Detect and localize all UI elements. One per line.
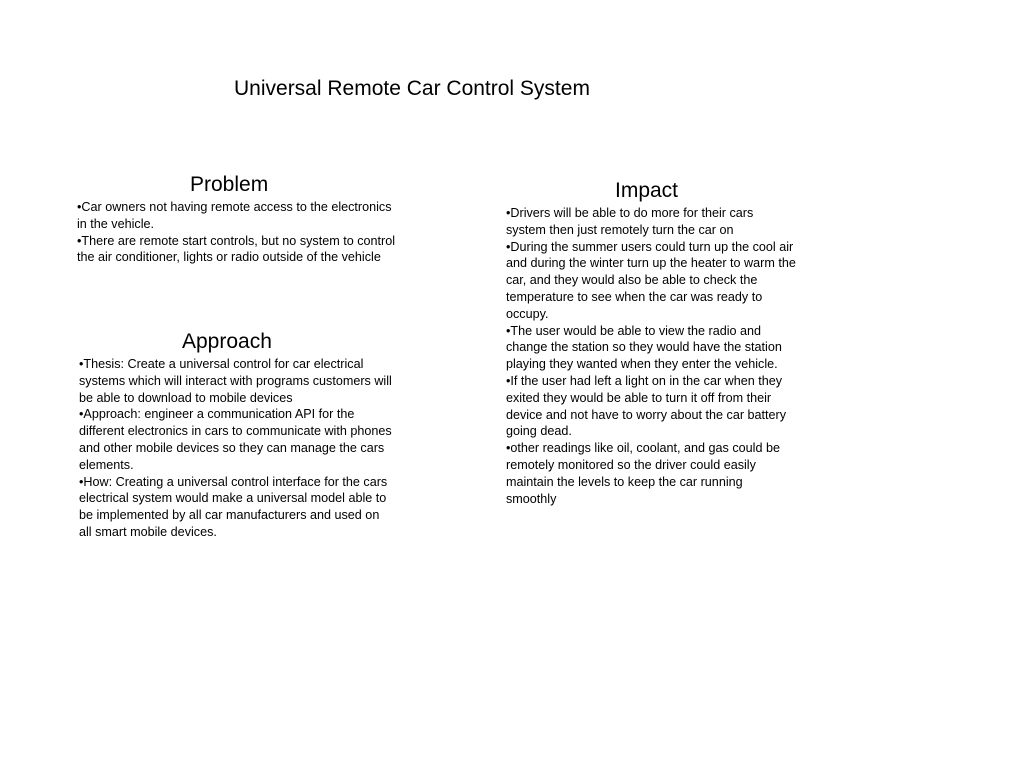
- approach-item: • Approach: engineer a communication API for the different electronics in cars to communicate with phones and other mobile devices so they can manage the cars elements.: [79, 406, 395, 473]
- problem-heading: Problem: [190, 173, 269, 196]
- approach-item: • How: Creating a universal control interface for the cars electrical system would make a universal model able to be implemented by all car manufacturers and used on all smart mobile devices.: [79, 474, 395, 541]
- impact-heading: Impact: [615, 179, 679, 202]
- problem-list: [77, 199, 397, 266]
- approach-heading: Approach: [182, 330, 272, 353]
- problem-item: • There are remote start controls, but no system to control the air conditioner, lights or radio outside of the vehicle: [77, 233, 397, 267]
- impact-item: • Drivers will be able to do more for their cars system then just remotely turn the car on: [506, 205, 796, 239]
- impact-list: [506, 205, 796, 507]
- impact-item: • During the summer users could turn up the cool air and during the winter turn up the heater to warm the car, and they would also be able to check the temperature to see when the car was ready to occupy.: [506, 239, 796, 323]
- approach-list: [79, 356, 395, 541]
- slide-title: Universal Remote Car Control System: [234, 77, 590, 100]
- impact-item: • If the user had left a light on in the car when they exited they would be able to turn it off from their device and not have to worry about the car battery going dead.: [506, 373, 796, 440]
- impact-item: • The user would be able to view the radio and change the station so they would have the station playing they wanted when they enter the vehicle.: [506, 323, 796, 373]
- approach-item: • Thesis: Create a universal control for car electrical systems which will interact with programs customers will be able to download to mobile devices: [79, 356, 395, 406]
- problem-item: • Car owners not having remote access to the electronics in the vehicle.: [77, 199, 397, 233]
- impact-item: • other readings like oil, coolant, and gas could be remotely monitored so the driver could easily maintain the levels to keep the car running smoothly: [506, 440, 796, 507]
